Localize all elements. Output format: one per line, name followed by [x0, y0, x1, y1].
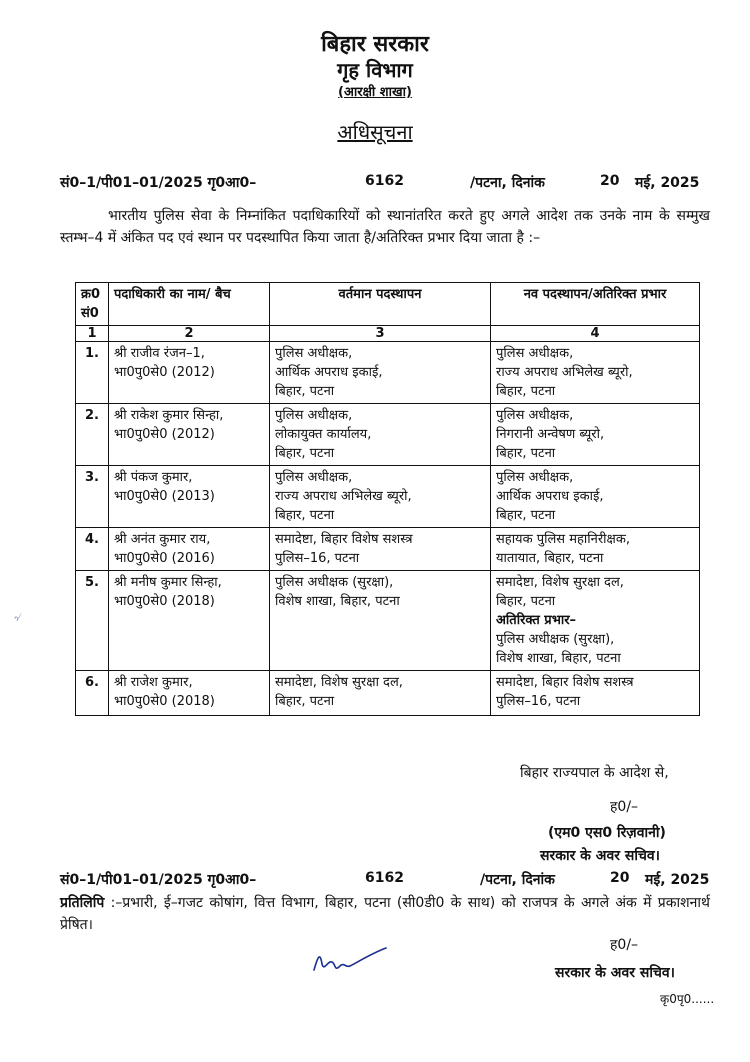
current-posting-line: लोकायुक्त कार्यालय, — [275, 427, 372, 442]
current-posting-line: पुलिस अधीक्षक, — [275, 346, 353, 361]
current-posting-line: बिहार, पटना — [275, 694, 335, 709]
copy-label: प्रतिलिपि — [60, 895, 105, 911]
current-posting-line: पुलिस–16, पटना — [275, 551, 360, 566]
new-posting-line: सहायक पुलिस महानिरीक्षक, — [496, 532, 630, 547]
transfer-table — [75, 282, 700, 716]
officer-batch: भा0पु0से0 (2012) — [114, 365, 215, 380]
officer-batch: भा0पु0से0 (2018) — [114, 594, 215, 609]
table-column-number-row — [76, 326, 700, 342]
officer-batch: भा0पु0से0 (2016) — [114, 551, 215, 566]
additional-charge-line: विशेष शाखा, बिहार, पटना — [496, 651, 621, 666]
signature-icon — [310, 942, 390, 978]
officer-name: श्री राजीव रंजन–1, — [114, 346, 205, 361]
officer-name: श्री राजेश कुमार, — [114, 675, 193, 690]
header-new-posting: नव पदस्थापन/अतिरिक्त प्रभार — [491, 283, 700, 326]
header-serial: क्र0 सं0 — [76, 283, 109, 326]
ref-number: सं0–1/पी01–01/2025 गृ0आ0– — [60, 175, 257, 191]
new-posting-line: बिहार, पटना — [496, 594, 556, 609]
new-posting-line: निगरानी अन्वेषण ब्यूरो, — [496, 427, 605, 442]
margin-mark: ৵ — [14, 610, 23, 625]
new-posting-line: समादेष्टा, बिहार विशेष सशस्त्र — [496, 675, 634, 690]
header-officer: पदाधिकारी का नाम/ बैच — [109, 283, 270, 326]
officer-name: श्री अनंत कुमार राय, — [114, 532, 211, 547]
header-current-posting: वर्तमान पदस्थापन — [270, 283, 491, 326]
table-row — [76, 342, 700, 404]
table-row — [76, 671, 700, 716]
new-posting-line: समादेष्टा, विशेष सुरक्षा दल, — [496, 575, 624, 590]
new-posting-line: राज्य अपराध अभिलेख ब्यूरो, — [496, 365, 633, 380]
row-serial: 6. — [76, 671, 109, 716]
officer-name: श्री राकेश कुमार सिन्हा, — [114, 408, 224, 423]
department-title: गृह विभाग — [337, 58, 413, 82]
intro-paragraph: भारतीय पुलिस सेवा के निम्नांकित पदाधिकारियों को स्थानांतरित करते हुए अगले आदेश तक उनके नाम के सम्मुख स्तम्भ–4 में अंकित पद एवं स्थान पर पदस्थापित किया जाता है/अतिरिक्त प्रभार दिया जाता है :– — [60, 208, 710, 246]
new-posting-line: बिहार, पटना — [496, 446, 556, 461]
row-serial: 3. — [76, 466, 109, 528]
officer-name: श्री मनीष कुमार सिन्हा, — [114, 575, 222, 590]
current-posting-line: बिहार, पटना — [275, 446, 335, 461]
current-posting-line: समादेष्टा, विशेष सुरक्षा दल, — [275, 675, 403, 690]
copy-text: :–प्रभारी, ई–गजट कोषांग, वित्त विभाग, बिहार, पटना (सी0डी0 के साथ) को राजपत्र के अगले अंक में प्रकाशनार्थ प्रेषित। — [60, 895, 711, 933]
signed-mark: ह0/– — [610, 799, 639, 815]
current-posting-line: बिहार, पटना — [275, 508, 335, 523]
new-posting-line: बिहार, पटना — [496, 508, 556, 523]
signatory-designation: सरकार के अवर सचिव। — [540, 848, 660, 864]
current-posting-line: बिहार, पटना — [275, 384, 335, 399]
table-row — [76, 404, 700, 466]
branch-title: (आरक्षी शाखा) — [338, 85, 412, 100]
memo-number: 6162 — [365, 870, 404, 886]
new-posting-line: बिहार, पटना — [496, 384, 556, 399]
notification-heading: अधिसूचना — [337, 120, 413, 144]
additional-charge-line: पुलिस अधीक्षक (सुरक्षा), — [496, 632, 615, 647]
officer-name: श्री पंकज कुमार, — [114, 470, 193, 485]
footer-signed-mark: ह0/– — [610, 937, 639, 953]
new-posting-line: पुलिस अधीक्षक, — [496, 346, 574, 361]
table-header-row — [76, 283, 700, 326]
date-month-year: मई, 2025 — [645, 872, 710, 888]
new-posting-line: यातायात, बिहार, पटना — [496, 551, 604, 566]
row-serial: 2. — [76, 404, 109, 466]
footer-designation: सरकार के अवर सचिव। — [555, 965, 675, 981]
new-posting-line: पुलिस अधीक्षक, — [496, 470, 574, 485]
new-posting-line: पुलिस–16, पटना — [496, 694, 581, 709]
government-title: बिहार सरकार — [321, 32, 429, 57]
current-posting-line: पुलिस अधीक्षक, — [275, 470, 353, 485]
officer-batch: भा0पु0से0 (2012) — [114, 427, 215, 442]
place-date-label: /पटना, दिनांक — [480, 872, 555, 888]
current-posting-line: पुलिस अधीक्षक (सुरक्षा), — [275, 575, 394, 590]
col-number: 1 — [76, 326, 109, 342]
row-serial: 5. — [76, 571, 109, 671]
additional-charge-label: अतिरिक्त प्रभार– — [496, 613, 577, 628]
officer-batch: भा0पु0से0 (2013) — [114, 489, 215, 504]
col-number: 2 — [109, 326, 270, 342]
current-posting-line: समादेष्टा, बिहार विशेष सशस्त्र — [275, 532, 413, 547]
current-posting-line: आर्थिक अपराध इकाई, — [275, 365, 383, 380]
ref-number: सं0–1/पी01–01/2025 गृ0आ0– — [60, 872, 257, 888]
new-posting-line: आर्थिक अपराध इकाई, — [496, 489, 604, 504]
table-row — [76, 466, 700, 528]
col-number: 3 — [270, 326, 491, 342]
date-month-year: मई, 2025 — [635, 175, 700, 191]
new-posting-line: पुलिस अधीक्षक, — [496, 408, 574, 423]
row-serial: 4. — [76, 528, 109, 571]
memo-number: 6162 — [365, 173, 404, 189]
table-row — [76, 571, 700, 671]
signatory-name: (एम0 एस0 रिज़वानी) — [548, 825, 666, 841]
table-row — [76, 528, 700, 571]
place-date-label: /पटना, दिनांक — [470, 175, 545, 191]
page-turn-note: कृ0पृ0...... — [660, 992, 715, 1006]
row-serial: 1. — [76, 342, 109, 404]
officer-batch: भा0पु0से0 (2018) — [114, 694, 215, 709]
current-posting-line: विशेष शाखा, बिहार, पटना — [275, 594, 400, 609]
col-number: 4 — [491, 326, 700, 342]
current-posting-line: राज्य अपराध अभिलेख ब्यूरो, — [275, 489, 412, 504]
copy-paragraph — [60, 892, 710, 936]
by-order-text: बिहार राज्यपाल के आदेश से, — [520, 765, 669, 781]
date-day: 20 — [610, 870, 630, 886]
current-posting-line: पुलिस अधीक्षक, — [275, 408, 353, 423]
date-day: 20 — [600, 173, 620, 189]
